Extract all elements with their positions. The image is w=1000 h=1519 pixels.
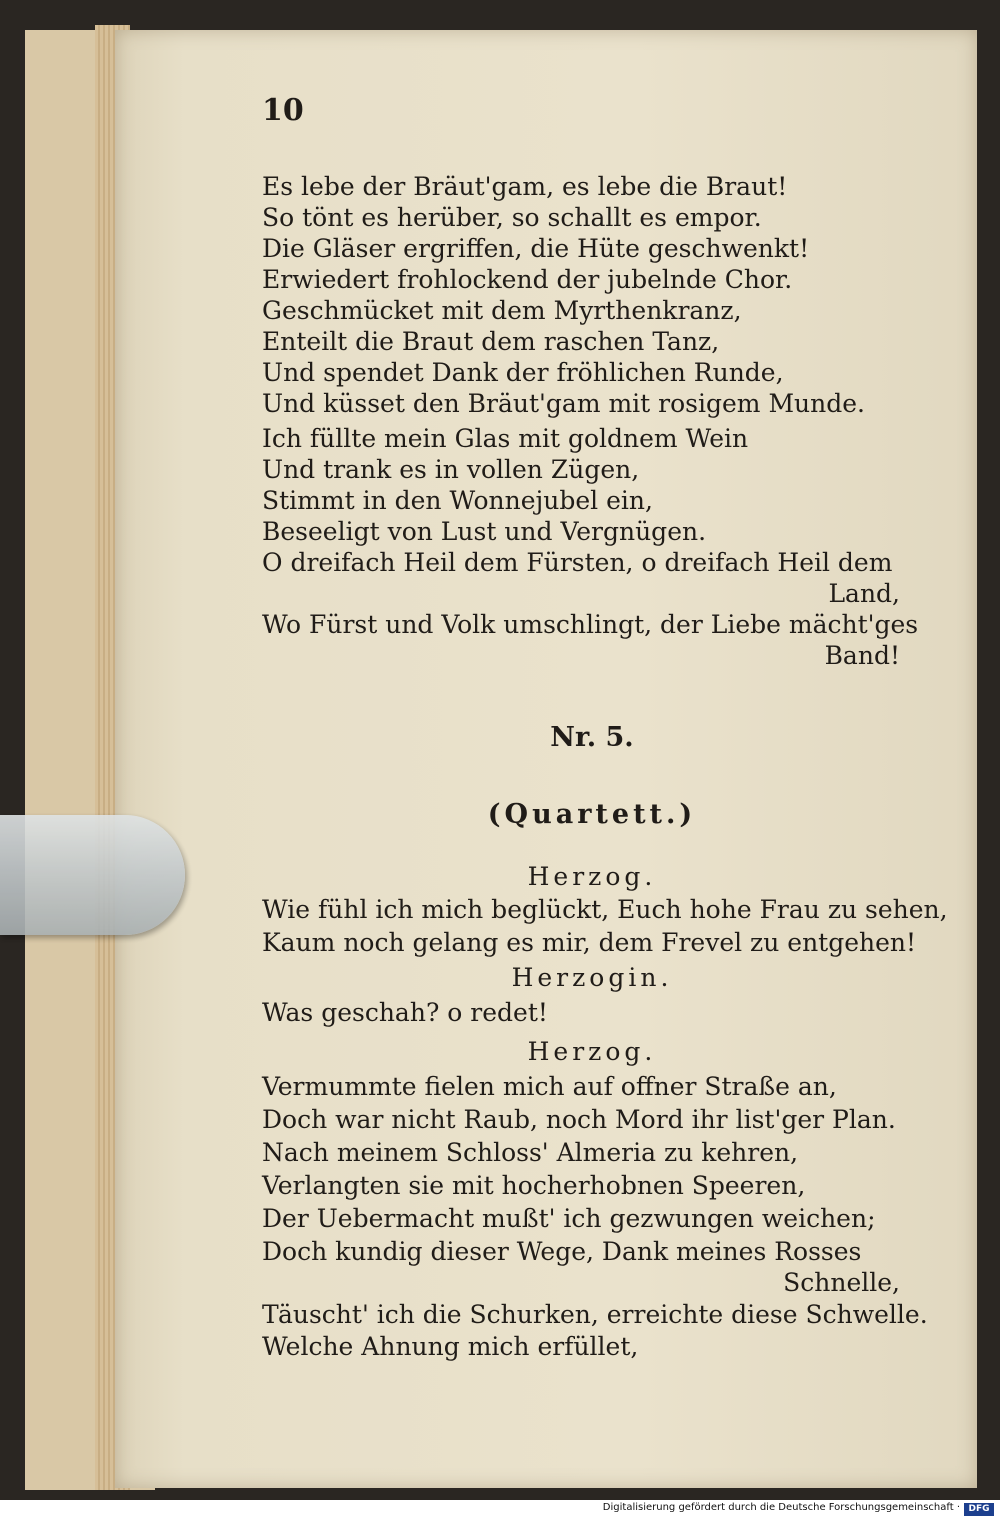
dialogue-line: Doch war nicht Raub, noch Mord ihr list'ger Plan. <box>262 1105 896 1134</box>
dialogue-line: Täuscht' ich die Schurken, erreichte diese Schwelle. <box>262 1300 928 1329</box>
section-number: Nr. 5. <box>550 722 634 753</box>
verse-line-continuation: Land, <box>828 579 900 608</box>
verse-line: So tönt es herüber, so schallt es empor. <box>262 203 762 232</box>
speaker-name: Herzog. <box>527 1037 657 1066</box>
page-number: 10 <box>262 93 304 128</box>
footer-bar <box>0 1500 1000 1519</box>
verse-line: Und spendet Dank der fröhlichen Runde, <box>262 358 784 387</box>
verse-line-continuation: Band! <box>824 641 900 670</box>
dialogue-line: Doch kundig dieser Wege, Dank meines Rosses <box>262 1237 862 1266</box>
dialogue-line: Kaum noch gelang es mir, dem Frevel zu entgehen! <box>262 928 917 957</box>
verse-line: Erwiedert frohlockend der jubelnde Chor. <box>262 265 793 294</box>
section-title: (Quartett.) <box>487 799 697 830</box>
dialogue-line: Welche Ahnung mich erfüllet, <box>262 1332 639 1361</box>
verse-line: Enteilt die Braut dem raschen Tanz, <box>262 327 720 356</box>
dialogue-line-continuation: Schnelle, <box>783 1268 900 1297</box>
verse-line: Die Gläser ergriffen, die Hüte geschwenkt! <box>262 234 810 263</box>
dfg-logo-icon: DFG <box>964 1503 994 1516</box>
verse-line: Ich füllte mein Glas mit goldnem Wein <box>262 424 749 453</box>
speaker-name: Herzogin. <box>511 963 673 992</box>
dialogue-line: Vermummte fielen mich auf offner Straße an, <box>262 1072 837 1101</box>
dialogue-line: Verlangten sie mit hocherhobnen Speeren, <box>262 1171 806 1200</box>
verse-line: Es lebe der Bräut'gam, es lebe die Braut! <box>262 172 788 201</box>
dialogue-line: Was geschah? o redet! <box>262 998 548 1027</box>
verse-line: Und trank es in vollen Zügen, <box>262 455 640 484</box>
plastic-clip <box>0 815 185 935</box>
verse-line: Geschmücket mit dem Myrthenkranz, <box>262 296 742 325</box>
verse-line: Und küsset den Bräut'gam mit rosigem Munde. <box>262 389 865 418</box>
verse-line: Beseeligt von Lust und Vergnügen. <box>262 517 707 546</box>
verse-line: Wo Fürst und Volk umschlingt, der Liebe mächt'ges <box>262 610 919 639</box>
dialogue-line: Der Uebermacht mußt' ich gezwungen weichen; <box>262 1204 876 1233</box>
dialogue-line: Wie fühl ich mich beglückt, Euch hohe Frau zu sehen, <box>262 895 948 924</box>
dialogue-line: Nach meinem Schloss' Almeria zu kehren, <box>262 1138 799 1167</box>
funding-notice: Digitalisierung gefördert durch die Deutsche Forschungsgemeinschaft · <box>602 1502 960 1513</box>
verse-line: Stimmt in den Wonnejubel ein, <box>262 486 653 515</box>
speaker-name: Herzog. <box>527 862 657 891</box>
verse-line: O dreifach Heil dem Fürsten, o dreifach Heil dem <box>262 548 893 577</box>
